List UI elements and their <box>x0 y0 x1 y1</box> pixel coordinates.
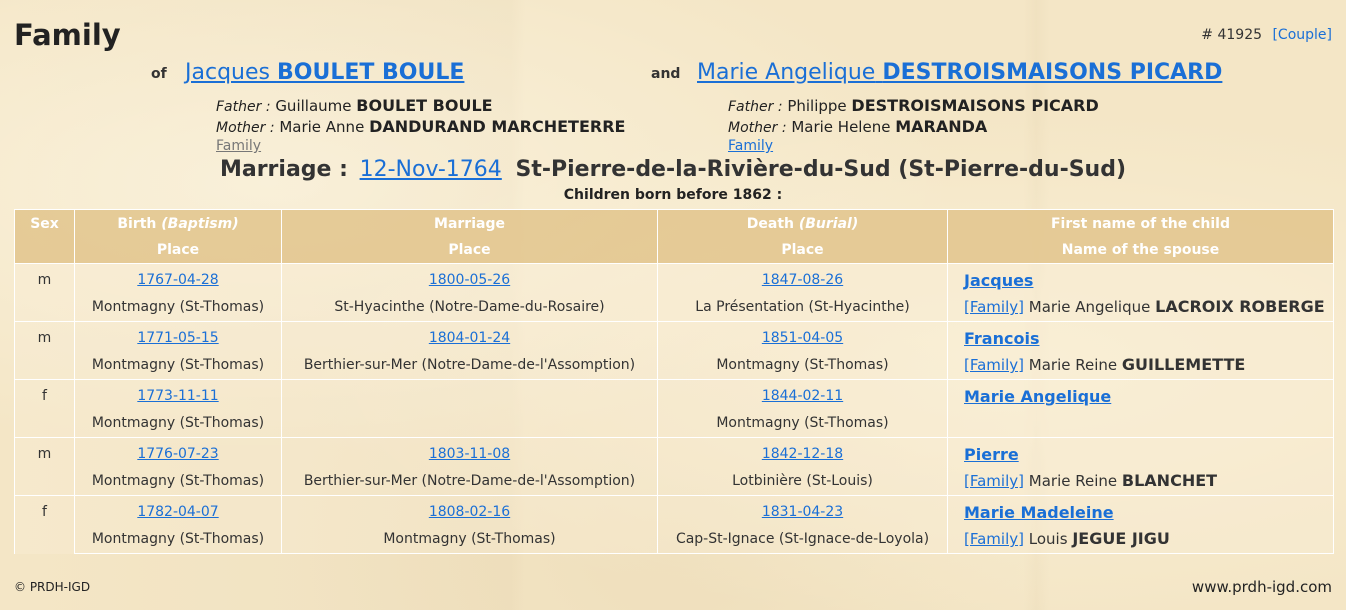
wife-surname: DESTROISMAISONS PICARD <box>882 60 1223 85</box>
wife-family-link[interactable]: Family <box>728 138 774 154</box>
husband-first-name: Jacques <box>185 60 270 85</box>
wife-father: Father : Philippe DESTROISMAISONS PICARD <box>728 96 1099 115</box>
birth-place: Montmagny (St-Thomas) <box>75 467 282 496</box>
death-place: Lotbinière (St-Louis) <box>658 467 948 496</box>
wife-mother: Mother : Marie Helene MARANDA <box>728 117 988 136</box>
family-number: # 41925 <box>1201 27 1263 43</box>
death-place: La Présentation (St-Hyacinthe) <box>658 293 948 322</box>
marriage-date-link[interactable]: 1803-11-08 <box>428 446 511 463</box>
child-sex: f <box>15 380 75 438</box>
spouse-surname: LACROIX ROBERGE <box>1155 297 1325 317</box>
spouse-first-name: Louis <box>1028 530 1068 549</box>
copyright: © PRDH-IGD <box>14 580 91 594</box>
death-date-link[interactable]: 1842-12-18 <box>761 446 844 463</box>
child-name-link[interactable]: Marie Angelique <box>964 386 1112 406</box>
child-name-link[interactable]: Marie Madeleine <box>964 502 1114 522</box>
death-place: Cap-St-Ignace (St-Ignace-de-Loyola) <box>658 525 948 554</box>
spouse-first-name: Marie Reine <box>1028 472 1118 491</box>
marriage-date-link[interactable]: 1804-01-24 <box>428 330 511 347</box>
husband-family-link[interactable]: Family <box>216 138 262 154</box>
birth-date-link[interactable]: 1782-04-07 <box>137 504 219 521</box>
marriage-place: Montmagny (St-Thomas) <box>282 525 658 554</box>
header-sex: Sex <box>15 210 75 264</box>
death-date-link[interactable]: 1851-04-05 <box>761 330 844 347</box>
child-sex: f <box>15 496 75 554</box>
couple-link[interactable]: [Couple] <box>1272 27 1332 43</box>
child-family-link[interactable]: [Family] <box>964 472 1024 491</box>
table-row <box>15 438 1334 467</box>
marriage-label: Marriage : <box>219 157 348 182</box>
table-row <box>15 380 1334 409</box>
header-child: First name of the child Name of the spouse <box>948 210 1334 264</box>
death-date-link[interactable]: 1831-04-23 <box>761 504 844 521</box>
marriage-line <box>0 157 1346 182</box>
page-title: Family <box>14 18 121 52</box>
birth-place: Montmagny (St-Thomas) <box>75 525 282 554</box>
wife-first-name: Marie Angelique <box>697 60 876 85</box>
header-marriage: Marriage Place <box>282 210 658 264</box>
child-family-link[interactable]: [Family] <box>964 530 1024 549</box>
birth-place: Montmagny (St-Thomas) <box>75 293 282 322</box>
death-date-link[interactable]: 1847-08-26 <box>761 272 844 289</box>
death-place: Montmagny (St-Thomas) <box>658 351 948 380</box>
site-url: www.prdh-igd.com <box>1191 578 1332 596</box>
child-sex: m <box>15 438 75 496</box>
birth-place: Montmagny (St-Thomas) <box>75 351 282 380</box>
spouse-first-name: Marie Reine <box>1028 356 1118 375</box>
husband-mother: Mother : Marie Anne DANDURAND MARCHETERRE <box>216 117 626 136</box>
table-row-place <box>15 351 1334 380</box>
spouse-cell <box>948 351 1334 380</box>
birth-date-link[interactable]: 1773-11-11 <box>137 388 219 405</box>
spouse-cell <box>948 525 1334 554</box>
of-label: of <box>151 66 167 82</box>
table-row <box>15 322 1334 351</box>
table-row-place <box>15 467 1334 496</box>
death-place: Montmagny (St-Thomas) <box>658 409 948 438</box>
husband-father: Father : Guillaume BOULET BOULE <box>216 96 493 115</box>
wife-parents <box>728 96 1099 153</box>
child-name-link[interactable]: Francois <box>964 328 1040 348</box>
marriage-place: Berthier-sur-Mer (Notre-Dame-de-l'Assomption) <box>282 351 658 380</box>
spouse-cell <box>948 467 1334 496</box>
spouse-surname: GUILLEMETTE <box>1121 355 1246 375</box>
header-birth: Birth (Baptism) Place <box>75 210 282 264</box>
birth-date-link[interactable]: 1767-04-28 <box>137 272 219 289</box>
table-row <box>15 264 1334 293</box>
spouse-surname: JEGUE JIGU <box>1072 529 1170 549</box>
table-row-place <box>15 293 1334 322</box>
table-row-place <box>15 409 1334 438</box>
spouse-first-name: Marie Angelique <box>1028 298 1151 317</box>
family-id <box>1201 27 1332 43</box>
marriage-place: St-Pierre-de-la-Rivière-du-Sud (St-Pierre-du-Sud) <box>515 157 1127 182</box>
birth-date-link[interactable]: 1776-07-23 <box>137 446 219 463</box>
header-death: Death (Burial) Place <box>658 210 948 264</box>
marriage-date-link[interactable]: 1808-02-16 <box>428 504 511 521</box>
child-sex: m <box>15 264 75 322</box>
marriage-place: Berthier-sur-Mer (Notre-Dame-de-l'Assomption) <box>282 467 658 496</box>
spouse-cell <box>948 293 1334 322</box>
child-sex: m <box>15 322 75 380</box>
children-table <box>14 209 1334 554</box>
child-family-link[interactable]: [Family] <box>964 298 1024 317</box>
spouse-cell <box>948 409 1334 438</box>
death-date-link[interactable]: 1844-02-11 <box>761 388 844 405</box>
and-label: and <box>651 66 681 82</box>
child-family-link[interactable]: [Family] <box>964 356 1024 375</box>
wife-link[interactable] <box>697 60 1222 85</box>
husband-parents <box>216 96 625 153</box>
marriage-date-link[interactable]: 1800-05-26 <box>428 272 511 289</box>
birth-date-link[interactable]: 1771-05-15 <box>137 330 219 347</box>
child-name-link[interactable]: Pierre <box>964 444 1019 464</box>
marriage-place: St-Hyacinthe (Notre-Dame-du-Rosaire) <box>282 293 658 322</box>
husband-link[interactable] <box>185 60 464 85</box>
table-header-row <box>15 210 1334 264</box>
birth-place: Montmagny (St-Thomas) <box>75 409 282 438</box>
child-name-link[interactable]: Jacques <box>964 270 1034 290</box>
children-note: Children born before 1862 : <box>563 187 783 203</box>
marriage-date-link[interactable]: 12-Nov-1764 <box>359 157 502 182</box>
husband-surname: BOULET BOULE <box>276 60 465 85</box>
table-row-place <box>15 525 1334 554</box>
spouse-surname: BLANCHET <box>1121 471 1218 491</box>
marriage-place <box>282 409 658 438</box>
table-row <box>15 496 1334 525</box>
